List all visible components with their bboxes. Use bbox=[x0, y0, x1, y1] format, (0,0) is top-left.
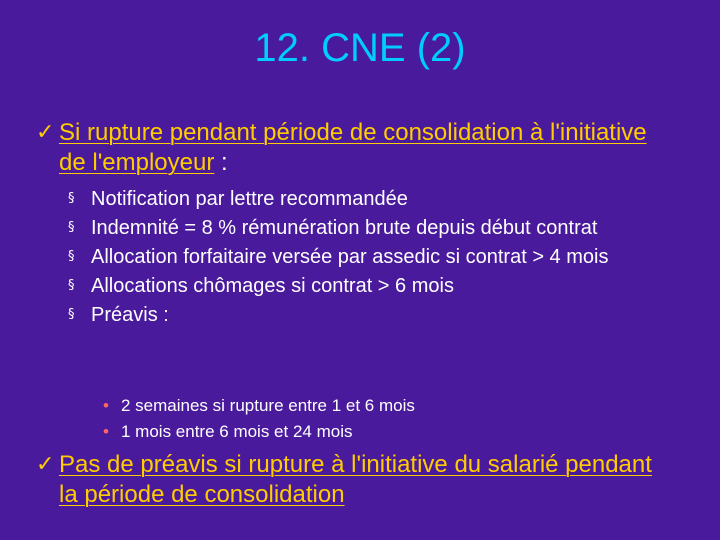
list-item-text: Allocations chômages si contrat > 6 mois bbox=[91, 275, 454, 297]
list-item bbox=[68, 302, 668, 328]
section-bullet-icon: § bbox=[68, 278, 75, 293]
checkmark-icon: ✓ bbox=[36, 452, 55, 477]
list-item bbox=[68, 186, 668, 212]
dot-bullet-icon: • bbox=[103, 396, 109, 415]
list-item-text: Allocation forfaitaire versée par assedic si contrat > 4 mois bbox=[91, 246, 609, 268]
point-1-tail: : bbox=[214, 149, 228, 176]
checkmark-icon: ✓ bbox=[36, 120, 55, 145]
section-bullet-icon: § bbox=[68, 307, 75, 322]
slide-title: 12. CNE (2) bbox=[254, 26, 466, 70]
point-2 bbox=[36, 450, 676, 510]
preavis-list bbox=[100, 393, 660, 445]
point-1-text: Si rupture pendant période de consolidation à l'initiative de l'employeur bbox=[59, 119, 647, 176]
dot-bullet-icon: • bbox=[103, 422, 109, 441]
section-bullet-icon: § bbox=[68, 249, 75, 264]
list-item-text: 2 semaines si rupture entre 1 et 6 mois bbox=[121, 396, 415, 415]
section-bullet-icon: § bbox=[68, 220, 75, 235]
list-item-text: Préavis : bbox=[91, 304, 169, 326]
list-item bbox=[100, 393, 660, 419]
list-item-text: Notification par lettre recommandée bbox=[91, 188, 408, 210]
list-item bbox=[68, 273, 668, 299]
list-item-text: Indemnité = 8 % rémunération brute depuis début contrat bbox=[91, 217, 598, 239]
point-1 bbox=[36, 118, 676, 178]
sub-list bbox=[68, 186, 668, 331]
section-bullet-icon: § bbox=[68, 191, 75, 206]
list-item bbox=[68, 244, 668, 270]
point-2-text: Pas de préavis si rupture à l'initiative du salarié pendant la période de consolidation bbox=[59, 451, 652, 508]
list-item bbox=[100, 419, 660, 445]
list-item bbox=[68, 215, 668, 241]
list-item-text: 1 mois entre 6 mois et 24 mois bbox=[121, 422, 353, 441]
